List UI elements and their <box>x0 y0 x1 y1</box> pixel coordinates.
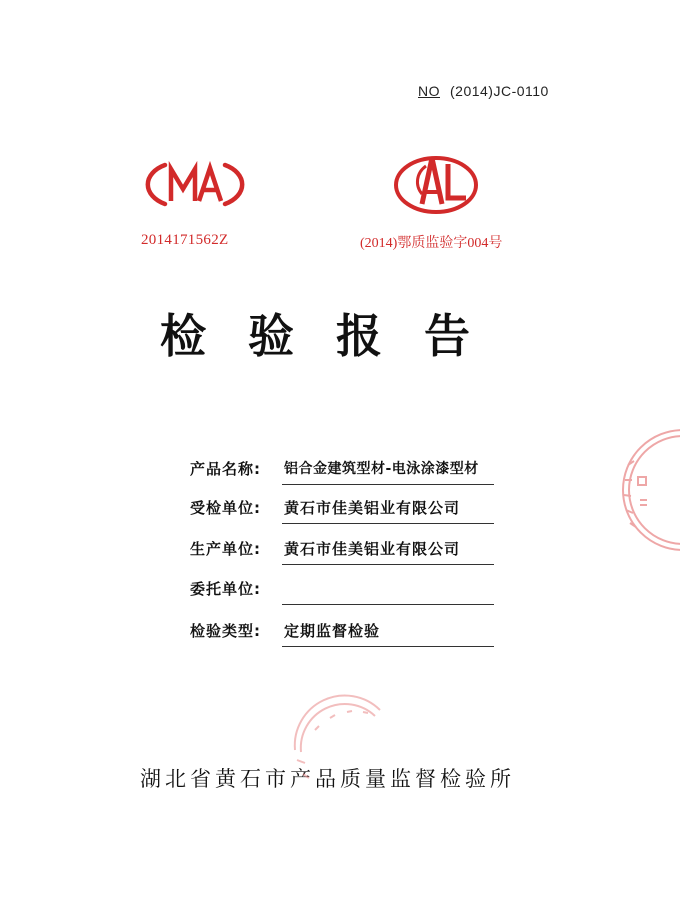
field-product-name <box>190 458 510 482</box>
report-title: 检验报告 <box>160 309 512 363</box>
cma-logo <box>143 157 247 212</box>
field-underline <box>282 484 494 485</box>
field-inspection-type <box>190 620 510 644</box>
field-label: 产品名称: <box>190 460 261 478</box>
document-number <box>418 83 549 99</box>
field-label: 委托单位: <box>190 580 261 598</box>
issuing-institute: 湖北省黄石市产品质量监督检验所 <box>140 767 515 791</box>
field-label: 受检单位: <box>190 499 261 517</box>
field-underline <box>282 523 494 524</box>
cal-logo <box>392 154 480 216</box>
field-underline <box>282 604 494 605</box>
field-value: 定期监督检验 <box>284 622 381 640</box>
cal-certificate-number: (2014)鄂质监验字004号 <box>360 236 503 251</box>
field-inspected-unit <box>190 497 510 521</box>
document-number-symbol: NO <box>418 83 440 99</box>
field-label: 检验类型: <box>190 622 261 640</box>
field-value: 黄石市佳美铝业有限公司 <box>284 540 461 558</box>
field-underline <box>282 564 494 565</box>
seal-stamp-fragment <box>588 425 680 555</box>
document-number-value: (2014)JC-0110 <box>450 83 549 99</box>
cma-certificate-number: 2014171562Z <box>141 232 229 248</box>
field-underline <box>282 646 494 647</box>
field-commissioning-unit <box>190 578 510 602</box>
field-value: 黄石市佳美铝业有限公司 <box>284 499 461 517</box>
field-value: 铝合金建筑型材-电泳涂漆型材 <box>284 461 479 477</box>
field-label: 生产单位: <box>190 540 261 558</box>
field-production-unit <box>190 538 510 562</box>
